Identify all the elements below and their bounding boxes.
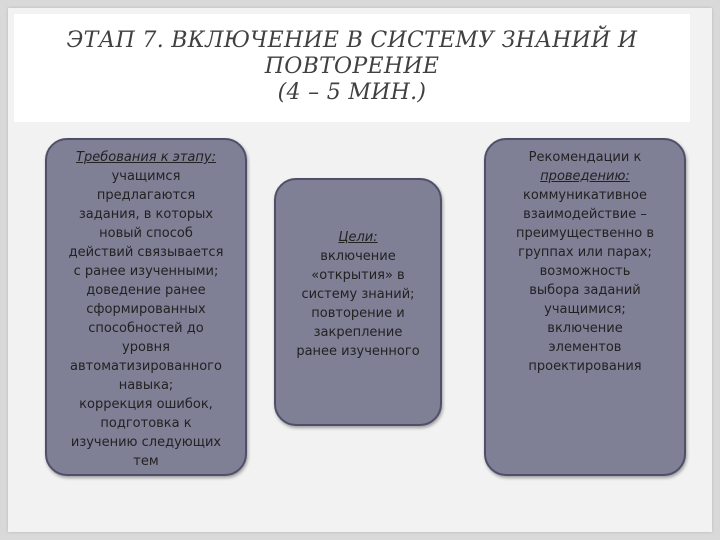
title-line: (4 – 5 МИН.) bbox=[277, 80, 427, 105]
recommendations-line: взаимодействие – bbox=[523, 207, 647, 222]
requirements-line: уровня bbox=[122, 340, 170, 355]
recommendations-line: включение bbox=[547, 321, 623, 336]
goals-line: систему знаний; bbox=[301, 287, 415, 302]
goals-line: ранее изученного bbox=[296, 344, 420, 359]
recommendations-line: учащимися; bbox=[544, 302, 626, 317]
recommendations-line: возможность bbox=[539, 264, 631, 279]
slide-title bbox=[14, 28, 690, 106]
recommendations-line: элементов bbox=[548, 340, 622, 355]
recommendations-heading: Рекомендации к bbox=[528, 150, 642, 165]
requirements-line: навыка; bbox=[118, 378, 174, 393]
goals-line: включение bbox=[320, 249, 396, 264]
recommendations-content bbox=[492, 148, 678, 376]
requirements-line: коррекция ошибок, bbox=[79, 397, 213, 412]
requirements-line: подготовка к bbox=[100, 416, 192, 431]
title-line: ПОВТОРЕНИЕ bbox=[264, 54, 440, 79]
requirements-content bbox=[53, 148, 239, 471]
recommendations-line: выбора заданий bbox=[529, 283, 641, 298]
requirements-line: доведение ранее bbox=[86, 283, 206, 298]
goals-box bbox=[274, 178, 442, 426]
recommendations-line: группах или парах; bbox=[518, 245, 652, 260]
requirements-line: новый способ bbox=[99, 226, 193, 241]
recommendations-line: преимущественно в bbox=[515, 226, 655, 241]
recommendations-line: коммуникативное bbox=[522, 188, 647, 203]
requirements-line: автоматизированного bbox=[70, 359, 222, 374]
requirements-box bbox=[45, 138, 247, 476]
requirements-line: действий связывается bbox=[68, 245, 224, 260]
requirements-line: изучению следующих bbox=[70, 435, 222, 450]
goals-line: повторение и bbox=[311, 306, 405, 321]
recommendations-line: проектирования bbox=[528, 359, 642, 374]
requirements-line: учащимся bbox=[111, 169, 181, 184]
goals-content bbox=[282, 228, 434, 361]
requirements-line: с ранее изученными; bbox=[73, 264, 219, 279]
goals-heading: Цели: bbox=[338, 230, 378, 245]
recommendations-box bbox=[484, 138, 686, 476]
requirements-heading: Требования к этапу: bbox=[76, 150, 216, 165]
requirements-line: задания, в которых bbox=[78, 207, 214, 222]
title-band bbox=[14, 14, 690, 122]
goals-line: «открытия» в bbox=[311, 268, 405, 283]
recommendations-heading: проведению: bbox=[540, 169, 630, 184]
requirements-line: предлагаются bbox=[96, 188, 196, 203]
requirements-line: сформированных bbox=[86, 302, 206, 317]
goals-line: закрепление bbox=[313, 325, 403, 340]
requirements-line: тем bbox=[133, 454, 159, 469]
requirements-line: способностей до bbox=[88, 321, 204, 336]
title-line: ЭТАП 7. ВКЛЮЧЕНИЕ В СИСТЕМУ ЗНАНИЙ И bbox=[66, 28, 638, 53]
